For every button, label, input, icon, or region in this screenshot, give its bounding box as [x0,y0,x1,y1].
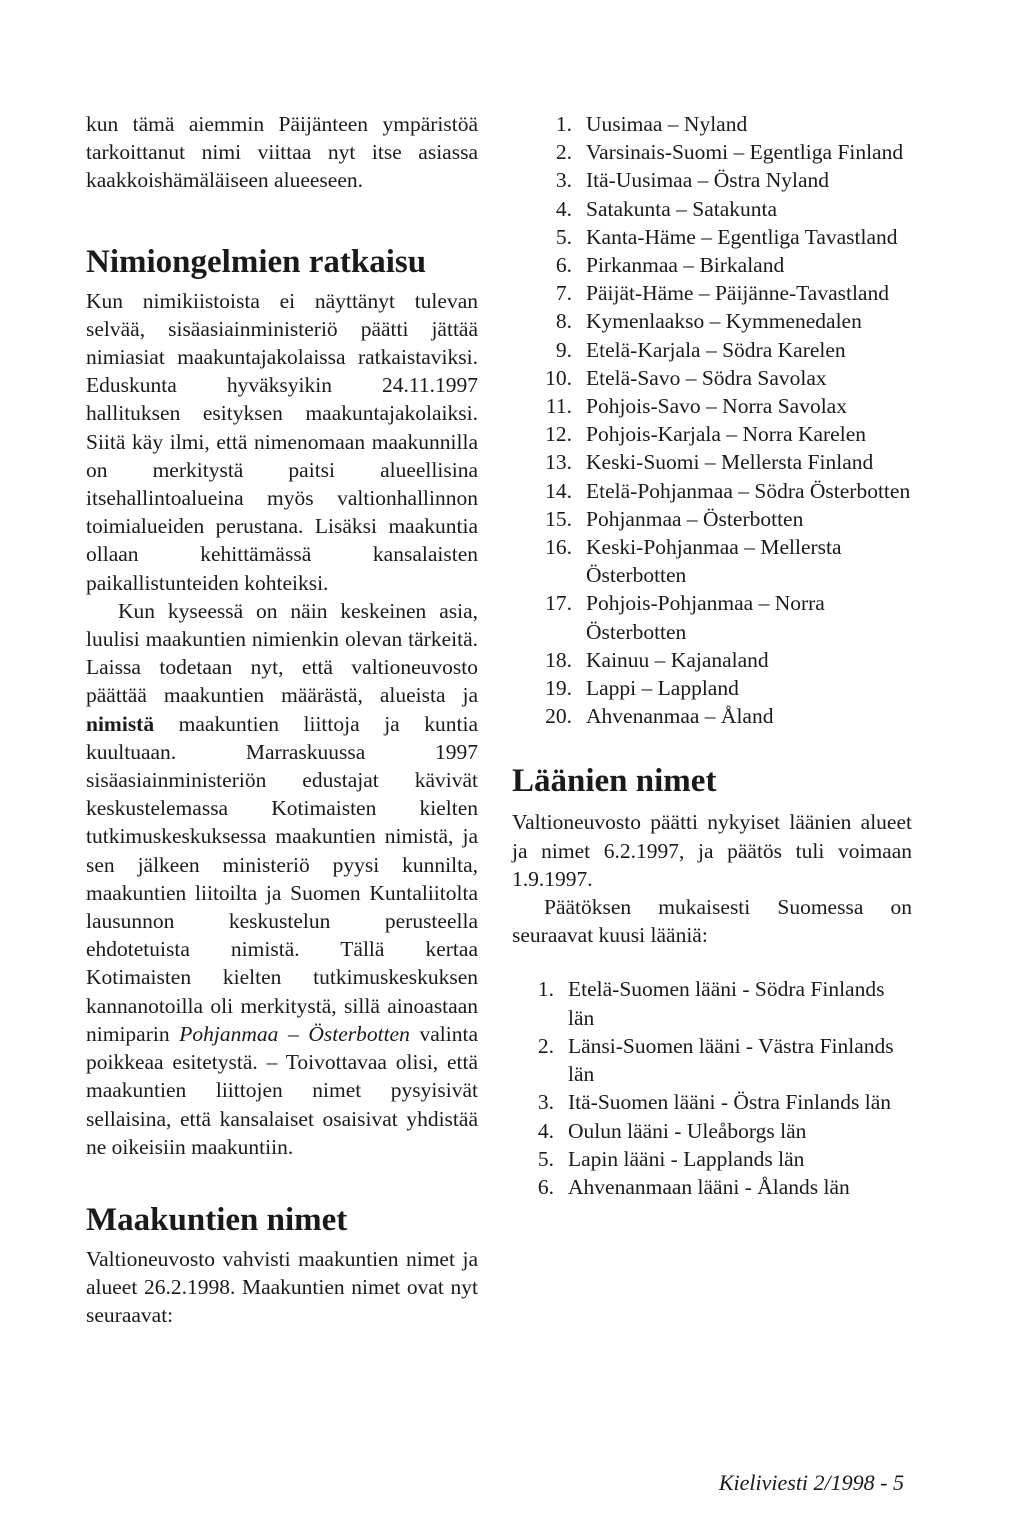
item-number: 1. [537,977,554,1002]
list-item [512,195,912,223]
item-text: Lapin lääni - Lapplands län [568,1146,805,1171]
p2-bold-word: nimistä [86,711,155,736]
list-item [512,166,912,194]
item-number: 1. [555,112,572,136]
item-text: Oulun lääni - Uleåborgs län [568,1118,807,1143]
item-text: Lappi – Lappland [586,676,739,701]
item-text: Itä-Uusimaa – Östra Nyland [586,168,829,193]
section3-paragraph-2: Päätöksen mukaisesti Suomessa on seuraavat kuusi lääniä: [512,895,912,948]
item-text: Etelä-Pohjanmaa – Södra Österbotten [586,478,911,503]
list-item [512,975,912,1031]
item-text: Pohjois-Savo – Norra Savolax [586,394,847,419]
item-number: 17. [545,591,572,616]
list-item [512,1173,912,1201]
item-number: 3. [537,1090,554,1115]
item-number: 6. [555,253,572,278]
section-heading-nimiongelmien: Nimiongelmien ratkaisu [86,243,427,280]
left-column [86,110,478,1330]
item-number: 2. [537,1033,554,1058]
right-column [512,110,912,1201]
item-text: Pohjanmaa – Österbotten [586,506,804,531]
list-item [512,251,912,279]
item-number: 19. [545,676,572,701]
item-number: 10. [545,365,572,390]
list-item [512,279,912,307]
list-item [512,420,912,448]
item-text: Etelä-Suomen lääni - Södra Finlands län [568,977,885,1030]
item-text: Ahvenanmaa – Åland [586,704,774,729]
item-text: Kymenlaakso – Kymmenedalen [586,309,862,334]
item-number: 9. [555,337,572,362]
item-text: Etelä-Savo – Södra Savolax [586,365,827,390]
section3-paragraph-1: Valtioneuvosto päätti nykyiset läänien alueet ja nimet 6.2.1997, ja päätös tuli voimaan 1.9.1997. [512,810,912,891]
item-number: 6. [537,1174,554,1199]
item-text: Länsi-Suomen lääni - Västra Finlands län [568,1033,894,1087]
item-number: 4. [537,1118,554,1143]
item-text: Pohjois-Karjala – Norra Karelen [586,422,866,447]
item-number: 12. [545,422,572,447]
item-text: Keski-Suomi – Mellersta Finland [586,450,874,475]
list-item [512,364,912,392]
item-number: 15. [545,506,572,531]
item-number: 7. [555,281,572,306]
section2-paragraph: Valtioneuvosto vahvisti maakuntien nimet ja alueet 26.2.1998. Maakuntien nimet ovat nyt seuraavat: [86,1246,478,1328]
regions-list [512,110,912,730]
p2-text-a: Kun kyseessä on näin keskeinen asia, luulisi maakuntien nimienkin olevan tärkeitä. Laissa todetaan nyt, että valtioneuvosto päättää maakuntien määrästä, alueista ja [86,598,478,708]
item-text: Pirkanmaa – Birkaland [586,253,785,278]
list-item [512,674,912,702]
item-number: 18. [545,647,572,672]
section1-paragraph-2 [86,597,478,1161]
p2-text-c: valinta poikkeaa esitetystä. – Toivottavaa olisi, että maakuntien liittojen nimet pysyisivät sellaisina, että kansalaiset osaisivat yhdistää ne oikeisiin maakuntiin. [86,1021,478,1159]
list-item [512,1145,912,1173]
item-text: Satakunta – Satakunta [586,196,778,221]
list-item [512,646,912,674]
item-number: 11. [545,394,572,419]
item-text: Varsinais-Suomi – Egentliga Finland [586,140,904,165]
p2-italic-pair: Pohjanmaa – Österbotten [179,1021,410,1046]
item-number: 13. [545,450,572,475]
list-item [512,505,912,533]
list-item [512,448,912,476]
list-item [512,223,912,251]
item-number: 16. [545,535,572,560]
list-item [512,1117,912,1145]
item-text: Keski-Pohjanmaa – Mellersta Österbotten [586,535,842,588]
item-text: Ahvenanmaan lääni - Ålands län [568,1174,850,1199]
item-number: 8. [555,309,572,334]
list-item [512,533,912,589]
list-item [512,1088,912,1116]
section-heading-maakuntien: Maakuntien nimet [86,1201,348,1238]
intro-paragraph: kun tämä aiemmin Päijänteen ympäristöä tarkoittanut nimi viittaa nyt itse asiassa kaakkoishämäläiseen alueeseen. [86,112,478,193]
item-number: 14. [545,478,572,503]
item-number: 3. [555,168,572,193]
item-text: Kanta-Häme – Egentliga Tavastland [586,224,898,249]
section-heading-laanien: Läänien nimet [512,763,717,800]
item-number: 5. [555,224,572,249]
item-number: 2. [555,140,572,165]
list-item [512,110,912,138]
item-text: Itä-Suomen lääni - Östra Finlands län [568,1090,892,1115]
list-item [512,589,912,645]
item-number: 4. [555,196,572,221]
list-item [512,477,912,505]
list-item [512,1032,912,1088]
list-item [512,138,912,166]
page-footer: Kieliviesti 2/1998 - 5 [718,1470,904,1495]
item-text: Kainuu – Kajanaland [586,647,769,672]
item-number: 5. [537,1146,554,1171]
list-item [512,392,912,420]
p2-text-b: maakuntien liittoja ja kuntia kuultuaan. Marraskuussa 1997 sisäasiainministeriön edustajat kävivät keskustelemassa Kotimaisten kielten tutkimuskeskuksessa maakuntien nimistä, ja sen jälkeen ministeriö pyysi kunnilta, maakuntien liitoilta ja Suomen Kuntaliitolta lausunnon keskustelun perusteella ehdotetuista nimistä. Tällä kertaa Kotimaisten kielten tutkimuskeskuksen kannanotoilla oli merkitystä, sillä ainoastaan nimiparin [86,711,478,1046]
item-text: Etelä-Karjala – Södra Karelen [586,337,846,362]
item-number: 20. [545,704,572,729]
section1-paragraph-1: Kun nimikiistoista ei näyttänyt tulevan selvää, sisäasiainministeriö päätti jättää nimiasiat maakuntajakolaissa ratkaistaviksi. Eduskunta hyväksyikin 24.11.1997 hallituksen esityksen maakuntajakolaiksi. Siitä käy ilmi, että nimenomaan maakunnilla on merkitystä paitsi alueellisina itsehallintoalueina myös valtionhallinnon toimialueiden perustana. Lisäksi maakuntia ollaan kehittämässä kansalaisten paikallistunteiden kohteiksi. [86,288,478,595]
list-item [512,702,912,730]
provinces-list [512,975,912,1201]
item-text: Päijät-Häme – Päijänne-Tavastland [586,281,889,306]
item-text: Uusimaa – Nyland [586,112,748,136]
list-item [512,307,912,335]
list-item [512,336,912,364]
item-text: Pohjois-Pohjanmaa – Norra Österbotten [586,591,825,644]
